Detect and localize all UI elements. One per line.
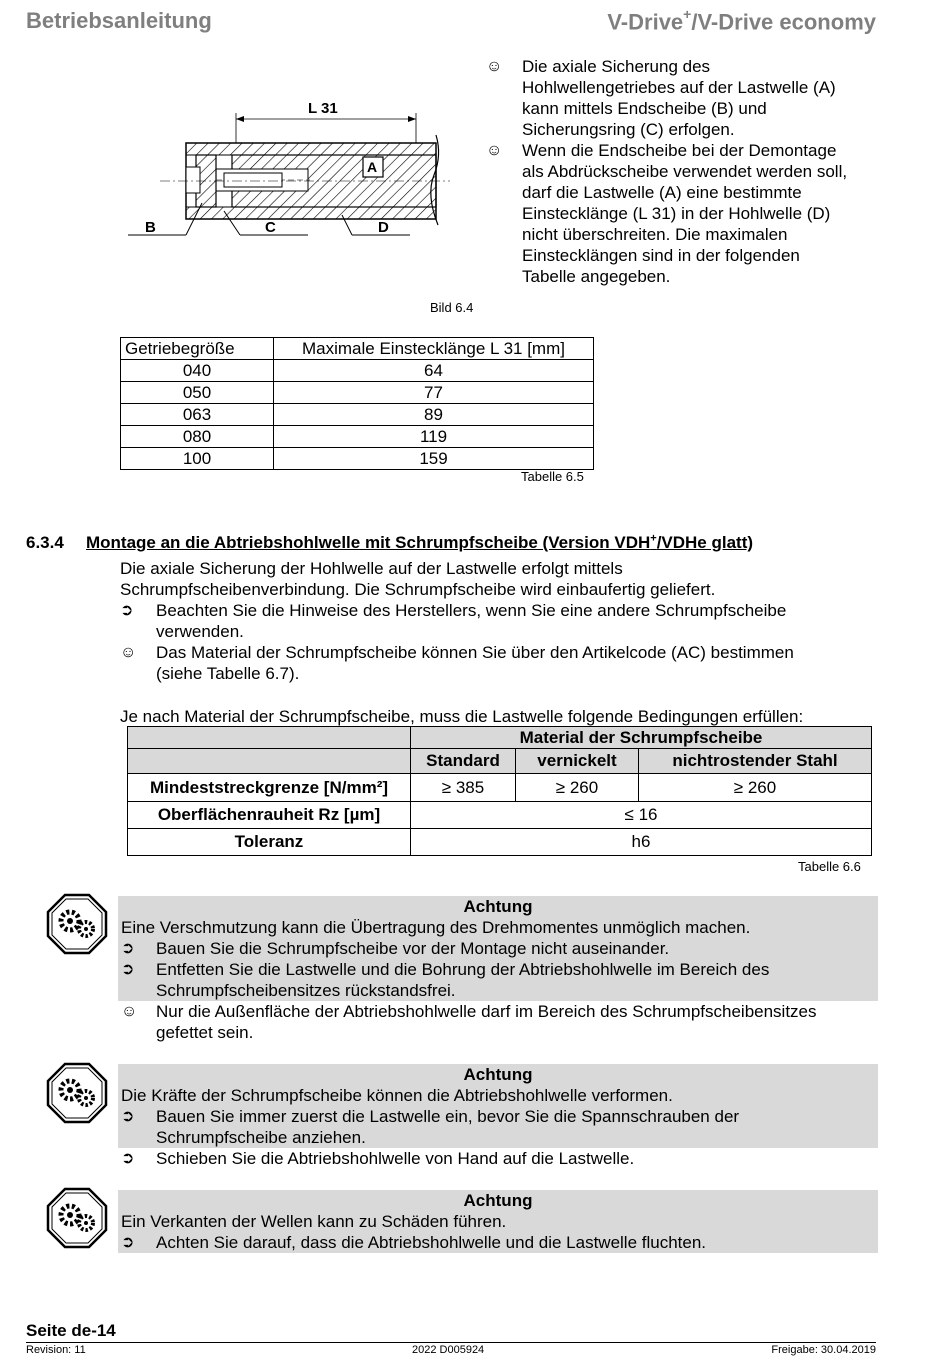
table-cell: ≤ 16	[411, 802, 872, 829]
text-line: Wenn die Endscheibe bei der Demontage	[522, 141, 837, 160]
text-line: Schrumpfscheibensitzes rückstandsfrei.	[156, 981, 456, 1000]
table-cell: ≥ 385	[411, 774, 516, 802]
table-cell: h6	[411, 829, 872, 856]
section-heading	[26, 532, 753, 553]
table-cell: 100	[121, 448, 274, 470]
table-cell: 89	[274, 404, 594, 426]
table-cell: 159	[274, 448, 594, 470]
warning-lead: Eine Verschmutzung kann die Übertragung des Drehmomentes unmöglich machen.	[121, 918, 751, 937]
table-row	[121, 360, 594, 382]
bullet-item	[120, 600, 880, 642]
smiley-icon: ☺	[486, 142, 503, 159]
table-cell: 64	[274, 360, 594, 382]
text-line: Einstecklänge (L 31) in der Hohlwelle (D)	[522, 204, 831, 223]
warning-item	[118, 959, 878, 1001]
text-line: Beachten Sie die Hinweise des Herstellers, wenn Sie eine andere Schrumpfscheibe	[156, 601, 787, 620]
machine-damage-warning-icon	[46, 1062, 108, 1124]
warning-block	[118, 1064, 878, 1169]
table-row	[121, 382, 594, 404]
section-title: Montage an die Abtriebshohlwelle mit Schrumpfscheibe (Version VDH+/VDHe glatt)	[86, 532, 754, 552]
machine-damage-warning-icon	[46, 893, 108, 955]
intro-bullet	[486, 56, 886, 140]
table-header-cell: vernickelt	[516, 749, 639, 774]
table-row	[128, 802, 872, 829]
warning-item	[118, 1148, 878, 1169]
table-lead-text: Je nach Material der Schrumpfscheibe, muss die Lastwelle folgende Bedingungen erfüllen:	[120, 707, 804, 726]
table-header-cell: Getriebegröße	[121, 338, 274, 360]
document-title: Betriebsanleitung	[26, 8, 212, 33]
table-header-row	[128, 727, 872, 749]
text-line: Einstecklängen sind in der folgenden	[522, 246, 800, 265]
table-cell: 77	[274, 382, 594, 404]
table-cell: 040	[121, 360, 274, 382]
table-row-label: Mindeststreckgrenze [N/mm²]	[128, 774, 411, 802]
table-cell: 119	[274, 426, 594, 448]
intro-bullet	[486, 140, 886, 287]
figure-label-a: A	[367, 159, 378, 175]
smiley-icon: ☺	[120, 644, 137, 661]
section-number: 6.3.4	[26, 532, 64, 552]
text-line: darf die Lastwelle (A) eine bestimmte	[522, 183, 802, 202]
table-row-label: Toleranz	[128, 829, 411, 856]
text-line: Sicherungsring (C) erfolgen.	[522, 120, 735, 139]
table-row-label: Oberflächenrauheit Rz [µm]	[128, 802, 411, 829]
warning-title: Achtung	[463, 1065, 533, 1084]
figure-caption: Bild 6.4	[430, 300, 474, 315]
table-row	[128, 829, 872, 856]
table-cell: ≥ 260	[516, 774, 639, 802]
text-line: nicht überschreiten. Die maximalen	[522, 225, 788, 244]
table-cell: 050	[121, 382, 274, 404]
table-cell: 063	[121, 404, 274, 426]
text-line: Achten Sie darauf, dass die Abtriebshohlwelle und die Lastwelle fluchten.	[156, 1233, 707, 1252]
document-number: 2022 D005924	[412, 1344, 485, 1356]
warning-lead: Ein Verkanten der Wellen kann zu Schäden führen.	[121, 1212, 507, 1231]
table-row	[128, 774, 872, 802]
text-line: kann mittels Endscheibe (B) und	[522, 99, 767, 118]
text-line: Hohlwellengetriebes auf der Lastwelle (A)	[522, 78, 836, 97]
warning-title: Achtung	[463, 1191, 533, 1210]
paragraph-line: Die axiale Sicherung der Hohlwelle auf der Lastwelle erfolgt mittels	[120, 559, 623, 578]
table-cell: ≥ 260	[639, 774, 872, 802]
warning-block	[118, 896, 878, 1043]
machine-damage-warning-icon	[46, 1187, 108, 1249]
arrow-bullet-icon: ➲	[121, 1108, 135, 1125]
arrow-bullet-icon: ➲	[121, 1234, 135, 1251]
paragraph-line: Schrumpfscheibenverbindung. Die Schrumpfscheibe wird einbaufertig geliefert.	[120, 580, 716, 599]
table-header-row	[121, 338, 594, 360]
text-line: verwenden.	[156, 622, 244, 641]
figure-label-c: C	[265, 219, 276, 236]
warning-item	[118, 1001, 878, 1043]
text-line: Tabelle angegeben.	[522, 267, 671, 286]
max-insertion-length-table	[120, 337, 594, 470]
warning-item	[118, 1232, 878, 1253]
figure-label-b: B	[145, 219, 156, 236]
arrow-bullet-icon: ➲	[121, 940, 135, 957]
text-line: Das Material der Schrumpfscheibe können Sie über den Artikelcode (AC) bestimmen	[156, 643, 794, 662]
shaft-assembly-figure	[120, 95, 450, 245]
table-header-cell: Standard	[411, 749, 516, 774]
figure-label-d: D	[378, 219, 389, 236]
text-line: Bauen Sie immer zuerst die Lastwelle ein, bevor Sie die Spannschrauben der	[156, 1107, 740, 1126]
smiley-icon: ☺	[486, 58, 503, 75]
warning-item	[118, 938, 878, 959]
table-row	[121, 404, 594, 426]
text-line: Schrumpfscheibe anziehen.	[156, 1128, 366, 1147]
arrow-bullet-icon: ➲	[121, 961, 135, 978]
warning-block	[118, 1190, 878, 1253]
text-line: als Abdrückscheibe verwendet werden soll,	[522, 162, 848, 181]
text-line: (siehe Tabelle 6.7).	[156, 664, 300, 683]
section-body	[120, 558, 880, 684]
intro-bullet-list	[486, 56, 886, 287]
table-row	[121, 448, 594, 470]
text-line: Bauen Sie die Schrumpfscheibe vor der Montage nicht auseinander.	[156, 939, 670, 958]
revision-label: Revision: 11	[26, 1344, 86, 1356]
warning-item	[118, 1106, 878, 1148]
arrow-bullet-icon: ➲	[120, 602, 134, 619]
release-date: Freigabe: 30.04.2019	[771, 1344, 876, 1356]
table-header-cell	[128, 749, 411, 774]
table-header-row	[128, 749, 872, 774]
text-line: gefettet sein.	[156, 1023, 254, 1042]
smiley-icon: ☺	[121, 1003, 138, 1020]
product-title: V-Drive+/V-Drive economy	[607, 6, 876, 35]
table-caption: Tabelle 6.5	[521, 469, 584, 484]
table-group-header: Material der Schrumpfscheibe	[411, 727, 872, 749]
shaft-requirements-table	[127, 726, 872, 856]
footer-divider	[26, 1342, 876, 1343]
table-cell: 080	[121, 426, 274, 448]
text-line: Schieben Sie die Abtriebshohlwelle von Hand auf die Lastwelle.	[156, 1149, 635, 1168]
text-line: Nur die Außenfläche der Abtriebshohlwelle darf im Bereich des Schrumpfscheibensitzes	[156, 1002, 817, 1021]
warning-lead: Die Kräfte der Schrumpfscheibe können die Abtriebshohlwelle verformen.	[121, 1086, 673, 1105]
arrow-bullet-icon: ➲	[121, 1150, 135, 1167]
dimension-label-l31: L 31	[308, 100, 338, 117]
table-header-cell: nichtrostender Stahl	[639, 749, 872, 774]
table-caption: Tabelle 6.6	[798, 859, 861, 874]
page-number: Seite de-14	[26, 1321, 116, 1340]
text-line: Entfetten Sie die Lastwelle und die Bohrung der Abtriebshohlwelle im Bereich des	[156, 960, 770, 979]
table-header-cell	[128, 727, 411, 749]
bullet-item	[120, 642, 880, 684]
table-header-cell: Maximale Einstecklänge L 31 [mm]	[274, 338, 594, 360]
table-row	[121, 426, 594, 448]
warning-title: Achtung	[463, 897, 533, 916]
text-line: Die axiale Sicherung des	[522, 57, 711, 76]
